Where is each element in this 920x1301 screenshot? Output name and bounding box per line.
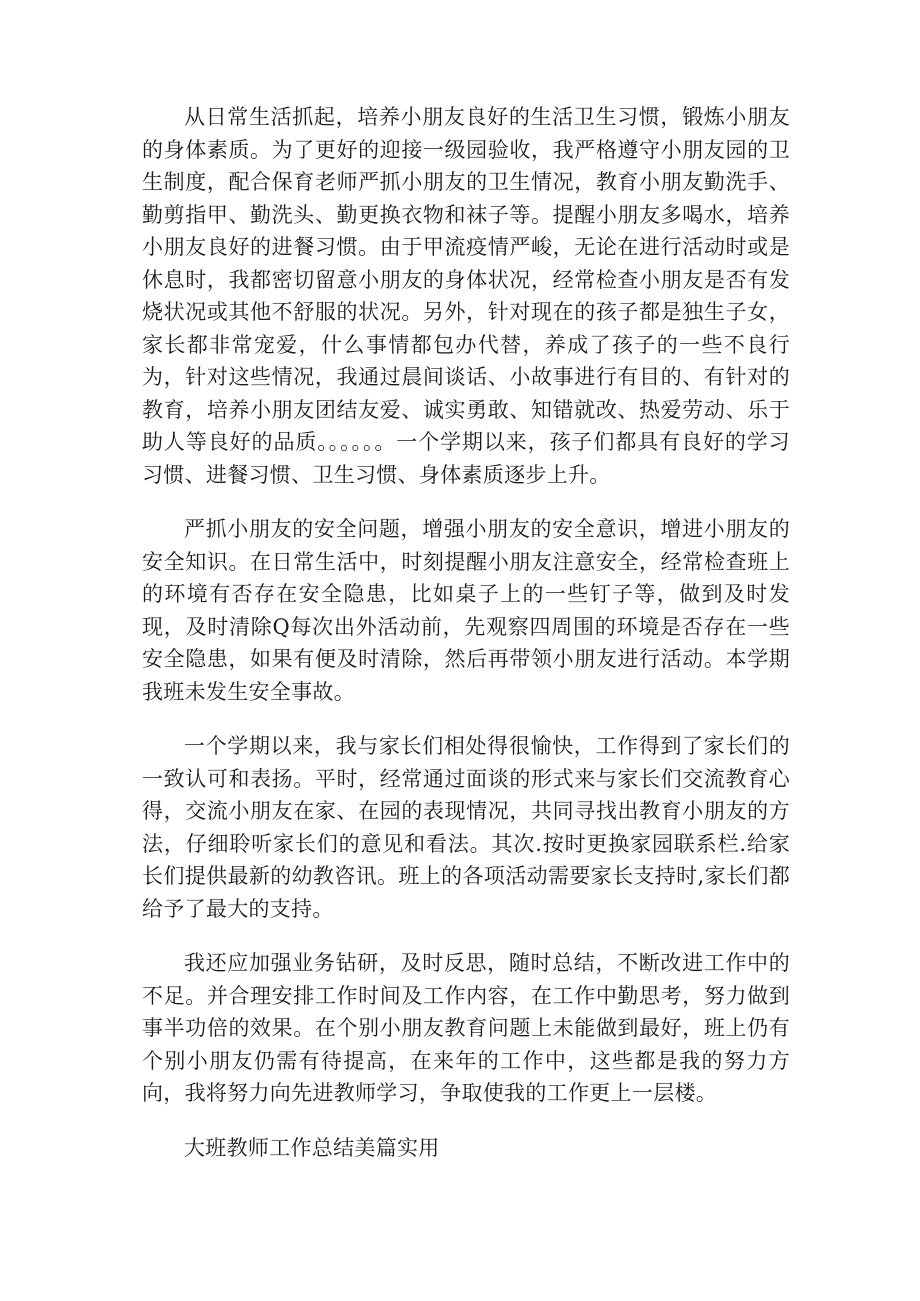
- paragraph-improvement: 我还应加强业务钻研，及时反思，随时总结，不断改进工作中的不足。并合理安排工作时间及工作内容，在工作中勤思考，努力做到事半功倍的效果。在个别小朋友教育问题上未能做到最好，班上仍有个别小朋友仍需有待提高，在来年的工作中，这些都是我的努力方向，我将努力向先进教师学习，争取使我的工作更上一层楼。: [142, 951, 790, 1105]
- paragraph-parents: 一个学期以来，我与家长们相处得很愉快，工作得到了家长们的一致认可和表扬。平时，经常通过面谈的形式来与家长们交流教育心得，交流小朋友在家、在园的表现情况，共同寻找出教育小朋友的方法，仔细聆听家长们的意见和看法。其次.按时更换家园联系栏.给家长们提供最新的幼教咨讯。班上的各项活动需要家长支持时,家长们都给予了最大的支持。: [142, 734, 790, 921]
- section-heading: 大班教师工作总结美篇实用: [184, 1135, 440, 1160]
- document-page: [142, 101, 790, 1186]
- paragraph-daily-hygiene: 从日常生活抓起，培养小朋友良好的生活卫生习惯，锻炼小朋友的身体素质。为了更好的迎接一级园验收，我严格遵守小朋友园的卫生制度，配合保育老师严抓小朋友的卫生情况，教育小朋友勤洗手、勤剪指甲、勤洗头、勤更换衣物和袜子等。提醒小朋友多喝水，培养小朋友良好的进餐习惯。由于甲流疫情严峻，无论在进行活动时或是休息时，我都密切留意小朋友的身体状况，经常检查小朋友是否有发烧状况或其他不舒服的状况。另外，针对现在的孩子都是独生子女，家长都非常宠爱，什么事情都包办代替，养成了孩子的一些不良行为，针对这些情况，我通过晨间谈话、小故事进行有目的、有针对的教育，培养小朋友团结友爱、诚实勇敢、知错就改、热爱劳动、乐于助人等良好的品质。。。。。。一个学期以来，孩子们都具有良好的学习习惯、进餐习惯、卫生习惯、身体素质逐步上升。: [142, 105, 790, 487]
- paragraph-safety: 严抓小朋友的安全问题，增强小朋友的安全意识，增进小朋友的安全知识。在日常生活中，时刻提醒小朋友注意安全，经常检查班上的环境有否存在安全隐患，比如桌子上的一些钉子等，做到及时发现，及时清除Q每次出外活动前，先观察四周围的环境是否存在一些安全隐患，如果有便及时清除，然后再带领小朋友进行活动。本学期我班未发生安全事故。: [142, 517, 790, 704]
